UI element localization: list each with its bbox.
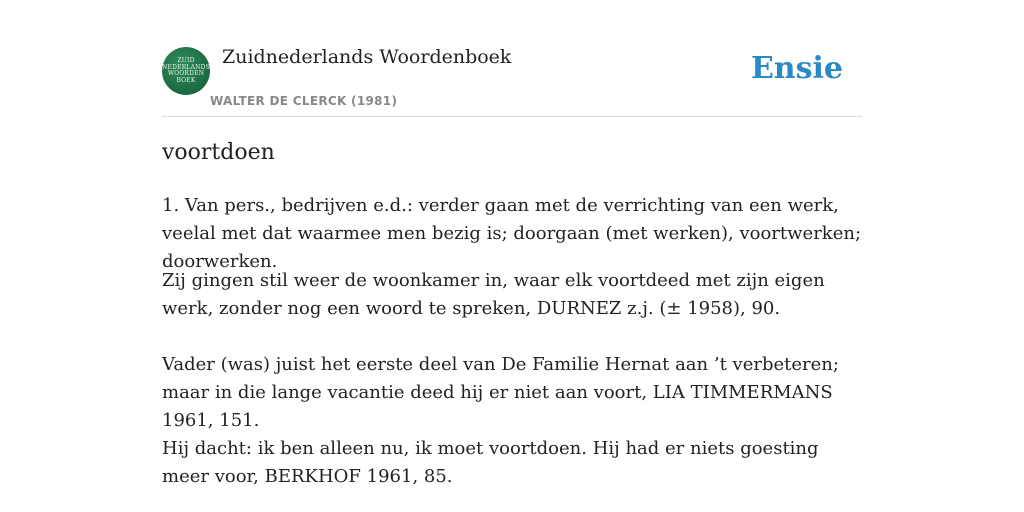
entry-definition: 1. Van pers., bedrijven e.d.: verder gaan met de verrichting van een werk, veelal met dat waarmee men bezig is; doorgaan (met werken), voortwerken; doorwerken. xyxy=(162,195,862,272)
logo-line: NEDERLANDS xyxy=(162,63,210,71)
dictionary-author: WALTER DE CLERCK (1981) xyxy=(210,94,398,108)
logo-line: BOEK xyxy=(176,76,196,84)
brand-logo-link[interactable]: Ensie xyxy=(750,51,843,86)
header xyxy=(162,0,862,117)
logo-line: WOORDEN xyxy=(167,70,205,77)
dictionary-title-link[interactable]: Zuidnederlands Woordenboek xyxy=(222,46,512,68)
example-quote: Zij gingen stil weer de woonkamer in, waar elk voortdeed met zijn eigen werk, zonder nog een woord te spreken, DURNEZ z.j. (± 1958), 90. xyxy=(162,270,825,319)
example-quote: Hij dacht: ik ben alleen nu, ik moet voortdoen. Hij had er niets goesting meer voor, BERKHOF 1961, 85. xyxy=(162,438,819,487)
example-quote: Vader (was) juist het eerste deel van De Familie Hernat aan ’t verbeteren; maar in die lange vacantie deed hij er niet aan voort, LIA TIMMERMANS 1961, 151. xyxy=(162,354,839,431)
page xyxy=(162,0,862,487)
entry-headword: voortdoen xyxy=(162,140,275,165)
logo-line: ZUID xyxy=(177,57,195,64)
dictionary-logo[interactable] xyxy=(162,47,210,95)
